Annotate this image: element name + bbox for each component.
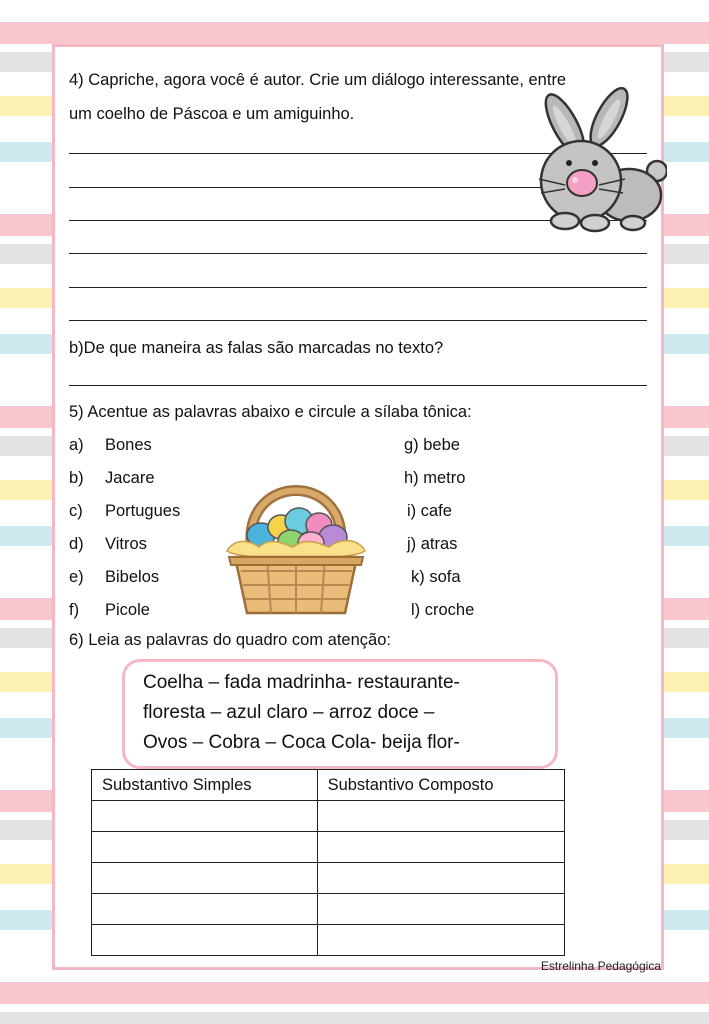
table-row bbox=[92, 863, 565, 894]
word-item: l) croche bbox=[411, 601, 475, 619]
table-cell[interactable] bbox=[92, 925, 318, 956]
credit-text: Estrelinha Pedagógica bbox=[540, 959, 661, 973]
answer-line[interactable] bbox=[69, 320, 647, 321]
word-box-line: floresta – azul claro – arroz doce – bbox=[143, 702, 435, 723]
word-item: Jacare bbox=[105, 469, 155, 487]
word-box-line: Ovos – Cobra – Coca Cola- beija flor- bbox=[143, 732, 460, 753]
item-letter: c) bbox=[69, 502, 83, 520]
word-item: g) bebe bbox=[404, 436, 460, 454]
item-letter: a) bbox=[69, 436, 84, 454]
word-item: Vitros bbox=[105, 535, 147, 553]
question-4-prompt-line-1: 4) Capriche, agora você é autor. Crie um diálogo interessante, entre bbox=[69, 71, 567, 89]
easter-basket-illustration bbox=[221, 465, 371, 617]
table-row bbox=[92, 832, 565, 863]
table-header-row bbox=[92, 770, 565, 801]
table-cell[interactable] bbox=[92, 801, 318, 832]
table-cell[interactable] bbox=[317, 863, 564, 894]
item-letter: b) bbox=[69, 469, 84, 487]
table-cell[interactable] bbox=[317, 894, 564, 925]
word-box-line: Coelha – fada madrinha- restaurante- bbox=[143, 672, 460, 693]
word-item: Bibelos bbox=[105, 568, 160, 586]
easter-bunny-illustration bbox=[525, 83, 667, 233]
item-letter: e) bbox=[69, 568, 84, 586]
table-cell[interactable] bbox=[92, 832, 318, 863]
question-4b-prompt: b)De que maneira as falas são marcadas no texto? bbox=[69, 339, 444, 357]
word-item: Portugues bbox=[105, 502, 181, 520]
question-4-prompt-line-2: um coelho de Páscoa e um amiguinho. bbox=[69, 105, 355, 123]
classification-table bbox=[91, 769, 565, 956]
column-header-simple: Substantivo Simples bbox=[92, 770, 318, 801]
table-row bbox=[92, 801, 565, 832]
item-letter: f) bbox=[69, 601, 80, 619]
answer-line[interactable] bbox=[69, 287, 647, 288]
column-header-compound: Substantivo Composto bbox=[317, 770, 564, 801]
question-6-prompt: 6) Leia as palavras do quadro com atenção: bbox=[69, 631, 391, 649]
worksheet-page bbox=[52, 44, 664, 973]
table-cell[interactable] bbox=[317, 925, 564, 956]
word-item: Picole bbox=[105, 601, 150, 619]
table-cell[interactable] bbox=[92, 863, 318, 894]
question-5-prompt: 5) Acentue as palavras abaixo e circule a sílaba tônica: bbox=[69, 403, 472, 421]
table-row bbox=[92, 894, 565, 925]
table-cell[interactable] bbox=[317, 832, 564, 863]
word-item: Bones bbox=[105, 436, 152, 454]
table-cell[interactable] bbox=[317, 801, 564, 832]
answer-line[interactable] bbox=[69, 253, 647, 254]
word-item: h) metro bbox=[404, 469, 466, 487]
word-item: i) cafe bbox=[407, 502, 452, 520]
word-item: k) sofa bbox=[411, 568, 461, 586]
item-letter: d) bbox=[69, 535, 84, 553]
word-item: j) atras bbox=[407, 535, 458, 553]
answer-line[interactable] bbox=[69, 385, 647, 386]
table-cell[interactable] bbox=[92, 894, 318, 925]
word-box bbox=[122, 659, 558, 769]
table-row bbox=[92, 925, 565, 956]
